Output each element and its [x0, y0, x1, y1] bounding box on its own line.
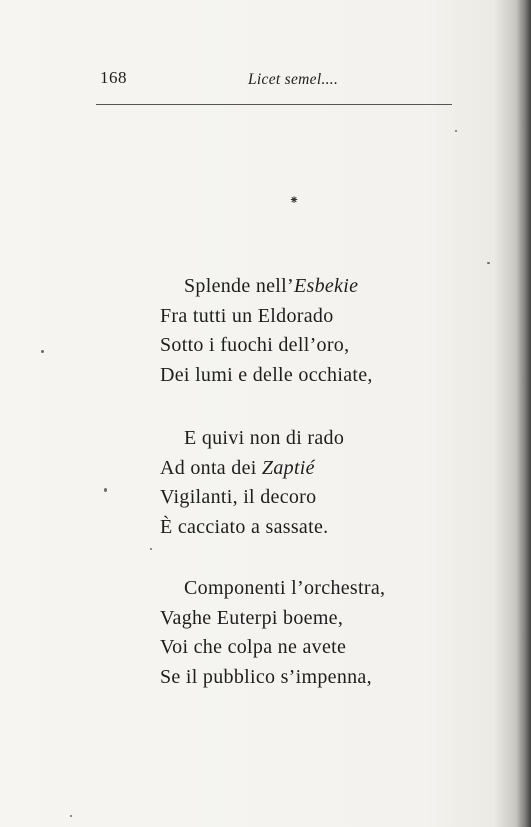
verse-line — [160, 454, 344, 484]
page-number: 168 — [100, 68, 127, 87]
verse-line: Vaghe Euterpi boeme, — [160, 606, 344, 629]
verse-line: Fra tutti un Eldorado — [160, 304, 334, 327]
running-header — [100, 68, 460, 92]
paper-speck — [455, 130, 457, 132]
verse-line: E quivi non di rado — [184, 427, 345, 449]
verse-line: Voi che colpa ne avete — [160, 636, 347, 658]
verse-line — [160, 272, 373, 302]
verse-line: È cacciato a sassate. — [160, 515, 329, 538]
binding-shadow — [517, 0, 531, 827]
verse-italic: Esbekie — [293, 275, 359, 297]
poem-stanza-3 — [160, 574, 385, 692]
running-title: Licet semel.... — [248, 71, 339, 88]
paper-speck — [104, 488, 107, 492]
verse-text: Splende nell’ — [184, 275, 294, 297]
paper-speck — [70, 815, 72, 817]
paper-speck — [41, 350, 44, 353]
verse-text: Ad onta dei — [160, 456, 262, 479]
verse-line: Sotto i fuochi dell’oro, — [160, 334, 350, 356]
verse-line: Dei lumi e delle occhiate, — [160, 363, 373, 386]
header-rule — [96, 104, 452, 105]
verse-line: Se il pubblico s’impenna, — [160, 665, 372, 688]
poem-stanza-2 — [160, 424, 344, 542]
paper-speck — [150, 548, 152, 550]
poem-stanza-1 — [160, 272, 373, 390]
verse-line: Componenti l’orchestra, — [184, 577, 386, 599]
verse-italic: Zaptié — [261, 456, 315, 479]
paper-speck — [487, 262, 490, 264]
section-ornament: ⁕ — [289, 193, 300, 207]
verse-line: Vigilanti, il decoro — [160, 486, 317, 508]
